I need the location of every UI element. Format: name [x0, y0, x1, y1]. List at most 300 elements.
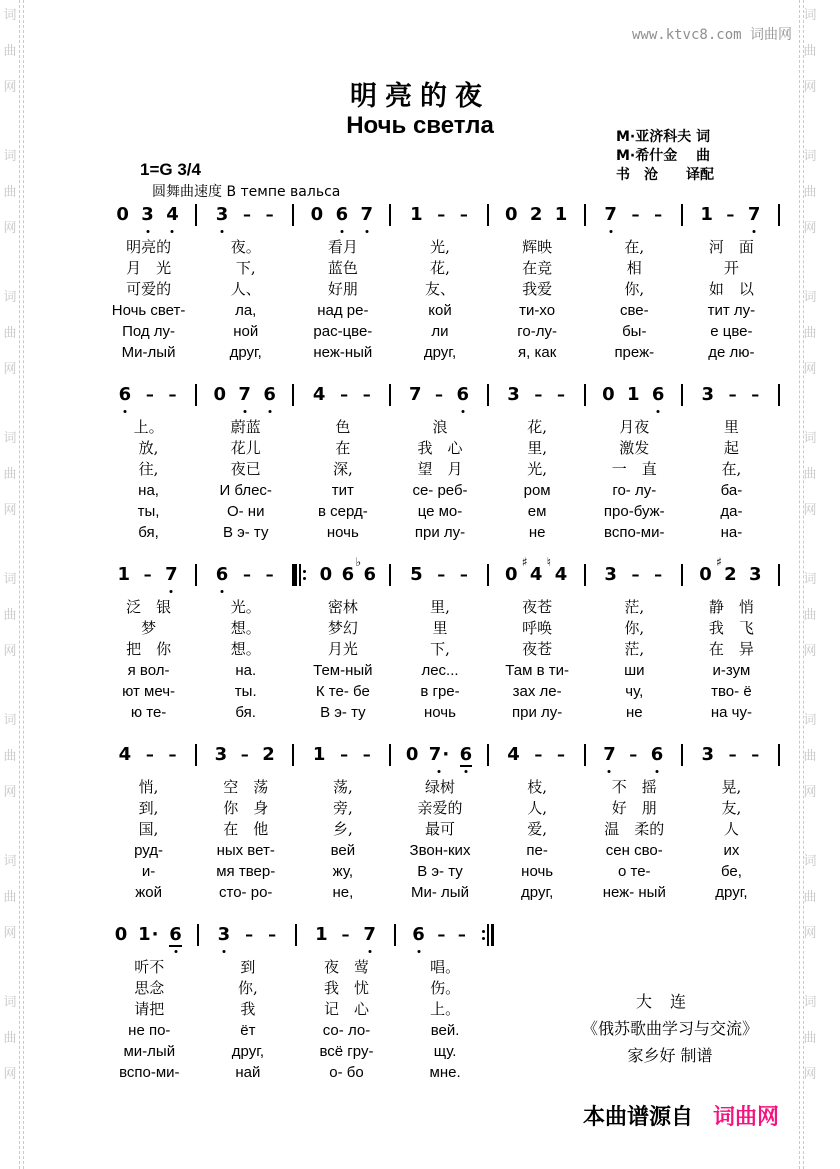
lyric-chinese-verse-3: 爱, [527, 820, 548, 838]
lyric-chinese-verse-2: 你, [624, 619, 645, 637]
note [700, 205, 713, 225]
lyric-chinese-verse-2: 起 [723, 439, 739, 457]
notes-row [489, 202, 586, 228]
note [214, 385, 227, 405]
notes-row [197, 562, 294, 588]
lyric-chinese-verse-3: 一 直 [611, 460, 657, 478]
lyric-chinese-verse-1: 花, [527, 418, 548, 436]
lyric-chinese-verse-3: 人 [723, 820, 739, 838]
lyric-chinese-verse-1: 到 [240, 958, 256, 976]
decoration [487, 924, 489, 946]
lyric-russian-verse-3: жой [135, 884, 162, 901]
note-number: 7 [408, 384, 422, 405]
note-group [683, 205, 778, 225]
note [749, 565, 762, 585]
watermark-char: 网 [803, 785, 817, 800]
notes-row [489, 382, 586, 408]
lyric-chinese-verse-3: 夜已 [230, 460, 261, 478]
measure [489, 382, 586, 543]
low-octave-dot [174, 950, 177, 953]
duration-dash: – [728, 385, 737, 404]
note-group [199, 925, 296, 945]
notes-row [683, 382, 780, 408]
measure [683, 555, 780, 723]
watermark-char: 曲 [803, 326, 817, 341]
lyric-russian-verse-3: В э- ту [320, 704, 366, 721]
notes-row [586, 742, 683, 768]
measure [396, 922, 495, 1083]
watermark-char: 曲 [3, 890, 17, 905]
lyric-chinese-verse-1: 晃, [721, 778, 742, 796]
lyric-chinese-verse-3: 最可 [424, 820, 455, 838]
lyric-russian-verse-1: тит [331, 482, 354, 499]
lyric-chinese-verse-2: 花, [430, 259, 450, 277]
duration-dash: – [340, 385, 349, 404]
duration-dash: – [340, 745, 349, 764]
note-number: 3 [701, 744, 715, 765]
lyric-chinese-verse-1: 绿树 [424, 778, 455, 796]
note-group [391, 205, 486, 225]
lyric-russian-verse-2: О- ни [226, 503, 265, 520]
watermark-column-left [2, 4, 18, 1169]
watermark-char: 词 [803, 572, 817, 587]
note [507, 745, 520, 765]
low-octave-dot [437, 770, 440, 773]
duration-dash: – [145, 385, 154, 404]
lyric-russian-verse-3: на чу- [710, 704, 752, 721]
low-octave-dot [222, 950, 225, 953]
low-octave-dot [609, 230, 612, 233]
watermark-char: 词 [803, 431, 817, 446]
score-system-4 [100, 742, 780, 903]
duration-dash: – [751, 385, 760, 404]
duration-dash: – [457, 925, 466, 944]
note-number: 2 [724, 564, 737, 585]
note-group [197, 205, 292, 225]
watermark-char: 曲 [803, 1031, 817, 1046]
lyric-russian-verse-2: ночь [521, 863, 554, 880]
lyric-chinese-verse-3: 想。 [230, 640, 261, 658]
lyric-chinese-verse-3: 温 柔的 [604, 820, 665, 838]
duration-dash: – [145, 745, 154, 764]
note-number: 7 [428, 744, 442, 765]
measure [391, 562, 488, 723]
watermark-char: 曲 [3, 185, 17, 200]
low-octave-dot [417, 950, 420, 953]
lyricist-credit: М·亚济科夫 词 [616, 129, 711, 145]
lyric-chinese-verse-3: 在, [721, 460, 742, 478]
measure [683, 202, 780, 363]
note [115, 925, 128, 945]
note-group [100, 385, 195, 405]
lyric-chinese-verse-3: 夜苍 [522, 640, 553, 658]
notes-row [396, 922, 495, 948]
note [602, 385, 615, 405]
lyric-russian-verse-3: на- [720, 524, 743, 541]
note [311, 205, 324, 225]
song-title-russian: Ночь светла [346, 112, 494, 139]
note-number: 1 [312, 744, 326, 765]
source-brand-link[interactable]: 词曲网 [713, 1105, 780, 1130]
note-number: 6 [456, 384, 470, 405]
duration-dash: – [459, 205, 468, 224]
note-number: 6 [215, 564, 229, 585]
watermark-group [802, 709, 818, 800]
notes-row [297, 922, 396, 948]
measure [294, 202, 391, 363]
low-octave-dot [268, 410, 271, 413]
lyric-russian-verse-1: руд- [134, 842, 164, 859]
watermark-column-right [802, 4, 818, 1169]
tempo-marking: 圆舞曲速度 В темпе вальса [152, 184, 341, 200]
lyric-chinese-verse-1: 夜 莺 [323, 958, 369, 976]
low-octave-dot [368, 950, 371, 953]
accidental-sharp: ♯ [716, 555, 722, 569]
notes-row [197, 382, 294, 408]
note-group [683, 385, 778, 405]
lyric-russian-verse-2: тво- ё [711, 683, 752, 700]
credits-block [616, 128, 714, 185]
lyric-russian-verse-2: ми-лый [123, 1043, 176, 1060]
lyric-russian-verse-2: В э- ту [417, 863, 463, 880]
lyric-russian-verse-2: ты. [234, 683, 257, 700]
note-number: 6 [412, 924, 425, 945]
lyric-chinese-verse-1: 上。 [133, 418, 164, 436]
note [699, 565, 712, 585]
footer-location: 大连 [635, 992, 704, 1011]
watermark-char: 词 [3, 854, 17, 869]
score-system-2 [100, 382, 780, 543]
note-group [297, 925, 394, 945]
note-group [294, 385, 389, 405]
lyric-chinese-verse-3: 可爱的 [126, 280, 172, 298]
note-number: 3 [701, 384, 715, 405]
lyric-chinese-verse-1: 河 面 [708, 238, 754, 256]
score [100, 202, 780, 1102]
watermark-group [802, 286, 818, 377]
lyric-chinese-verse-1: 夜。 [230, 238, 261, 256]
note-group [683, 555, 778, 585]
note-number: 0 [504, 564, 518, 585]
duration-dash: – [654, 205, 663, 224]
lyric-russian-verse-3: най [235, 1064, 261, 1081]
lyric-chinese-verse-2: 思念 [134, 979, 165, 997]
note-group [391, 385, 486, 405]
accidental-flat: ♭ [355, 555, 362, 569]
duration-dash: – [265, 565, 274, 584]
note [701, 745, 714, 765]
lyric-russian-verse-3: неж-ный [313, 344, 373, 361]
notes-row [683, 555, 780, 588]
notes-row [100, 382, 197, 408]
note-group [100, 565, 195, 585]
notes-row [489, 742, 586, 768]
notes-row [197, 742, 294, 768]
duration-dash: – [437, 565, 446, 584]
accidental-natural: ♮ [546, 555, 552, 569]
lyric-russian-verse-1: вей [330, 842, 356, 859]
note-group [391, 745, 486, 765]
augmentation-dot: · [151, 924, 159, 945]
notes-row [100, 742, 197, 768]
notes-row [391, 202, 488, 228]
notes-row [586, 382, 683, 408]
note-group [197, 385, 292, 405]
measure [197, 382, 294, 543]
lyric-russian-verse-1: ба- [720, 482, 743, 499]
lyric-russian-verse-3: Ми- лый [411, 884, 469, 901]
watermark-char: 词 [3, 8, 17, 23]
note [263, 385, 276, 405]
lyric-chinese-verse-2: 亲爱的 [417, 799, 463, 817]
lyric-chinese-verse-2: 放, [138, 439, 159, 457]
lyric-chinese-verse-3: 好朋 [327, 280, 358, 298]
watermark-char: 曲 [803, 185, 817, 200]
lyric-chinese-verse-3: 你, [624, 280, 645, 298]
measure [197, 742, 294, 903]
decoration [491, 924, 494, 946]
lyric-chinese-verse-1: 听不 [134, 958, 165, 976]
note-group [586, 385, 681, 405]
lyric-russian-verse-1: се- реб- [412, 482, 468, 499]
duration-dash: – [534, 385, 543, 404]
lyric-russian-verse-3: преж- [614, 344, 655, 361]
watermark-char: 曲 [3, 44, 17, 59]
duration-dash: – [631, 205, 640, 224]
lyric-russian-verse-2: друг, [231, 1043, 264, 1060]
lyric-chinese-verse-1: 茫, [624, 598, 645, 616]
barline [778, 384, 780, 406]
low-octave-dot [608, 770, 611, 773]
watermark-char: 词 [803, 713, 817, 728]
lyric-russian-verse-3: о- бо [329, 1064, 364, 1081]
measure [294, 555, 391, 723]
note-number: 7 [165, 564, 178, 585]
watermark-char: 词 [803, 290, 817, 305]
measure [297, 922, 396, 1083]
measure [683, 382, 780, 543]
low-octave-dot [753, 230, 756, 233]
note [169, 925, 182, 945]
lyric-chinese-verse-3: 深, [332, 460, 353, 478]
lyric-chinese-verse-3: 茫, [624, 640, 645, 658]
lyric-russian-verse-1: ла, [235, 302, 257, 319]
note [555, 205, 568, 225]
note-group [489, 385, 584, 405]
note [410, 205, 423, 225]
measure [391, 382, 488, 543]
note-number: 7 [238, 384, 251, 405]
lyric-russian-verse-3: друг, [229, 344, 262, 361]
lyric-chinese-verse-3: 国, [138, 820, 159, 838]
watermark-char: 曲 [3, 467, 17, 482]
duration-dash: – [459, 565, 468, 584]
duration-dash: – [341, 925, 350, 944]
measure [294, 742, 391, 903]
note [119, 385, 132, 405]
score-system-3 [100, 555, 780, 723]
note-group [197, 565, 292, 585]
lyric-russian-verse-3: при лу- [414, 524, 466, 541]
notes-row [100, 202, 197, 228]
watermark-char: 网 [3, 644, 17, 659]
lyric-chinese-verse-3: 在 他 [223, 820, 269, 838]
note-number: 0 [213, 384, 227, 405]
lyric-russian-verse-1: над ре- [317, 302, 369, 319]
lyric-chinese-verse-3: 光, [527, 460, 548, 478]
note [216, 565, 229, 585]
measure [100, 202, 197, 363]
note [315, 925, 328, 945]
note [530, 205, 543, 225]
lyric-chinese-verse-3: 我爱 [522, 280, 553, 298]
duration-dash: – [726, 205, 735, 224]
measure [391, 202, 488, 363]
note-group [100, 745, 195, 765]
lyric-chinese-verse-1: 明亮的 [126, 238, 172, 256]
watermark-char: 曲 [3, 608, 17, 623]
note-number: 7 [604, 204, 617, 225]
note-number: 0 [699, 564, 712, 585]
lyric-russian-verse-2: зах ле- [512, 683, 562, 700]
duration-dash: – [557, 745, 566, 764]
note [457, 385, 470, 405]
watermark-group [2, 145, 18, 236]
lyric-chinese-verse-3: 乡, [332, 820, 353, 838]
note [412, 925, 425, 945]
lyric-russian-verse-3: не [528, 524, 546, 541]
measure [391, 742, 488, 903]
watermark-char: 曲 [803, 467, 817, 482]
lyric-chinese-verse-3: 请把 [134, 1000, 165, 1018]
note-number: 4 [554, 564, 568, 585]
note [701, 385, 714, 405]
measure [100, 382, 197, 543]
notes-row [683, 742, 780, 768]
lyric-chinese-verse-1: 荡, [332, 778, 353, 796]
note-group [489, 205, 584, 225]
lyric-russian-verse-1: их [723, 842, 740, 859]
note-number: 1 [410, 204, 423, 225]
duration-dash: – [534, 745, 543, 764]
watermark-char: 网 [3, 221, 17, 236]
note-number: 1 [700, 204, 713, 225]
note-number: 6 [169, 924, 182, 945]
watermark-char: 网 [803, 221, 817, 236]
note [118, 565, 131, 585]
lyric-russian-verse-3: ночь [326, 524, 359, 541]
lyric-russian-verse-1: све- [619, 302, 649, 319]
note [116, 205, 129, 225]
lyric-russian-verse-1: кой [428, 302, 452, 319]
watermark-char: 网 [3, 926, 17, 941]
lyric-chinese-verse-1: 空 荡 [223, 778, 269, 796]
watermark-group [2, 568, 18, 659]
low-octave-dot [340, 230, 343, 233]
watermark-char: 网 [803, 80, 817, 95]
lyric-chinese-verse-2: 呼唤 [522, 619, 553, 637]
site-url-watermark[interactable]: www.ktvc8.com 词曲网 [631, 27, 792, 43]
duration-dash: – [143, 565, 152, 584]
lyric-russian-verse-3: неж- ный [602, 884, 666, 901]
low-octave-dot [365, 230, 368, 233]
note-group [489, 745, 584, 765]
lyric-chinese-verse-1: 光, [430, 238, 450, 256]
lyric-chinese-verse-3: 我 [240, 1000, 256, 1018]
lyric-russian-verse-1: сен сво- [605, 842, 663, 859]
note [507, 385, 520, 405]
note-number: 6 [650, 744, 664, 765]
note-number: 6 [651, 384, 665, 405]
lyric-chinese-verse-2: 到, [138, 799, 159, 817]
lyric-chinese-verse-1: 里 [723, 418, 739, 436]
lyric-russian-verse-1: ром [523, 482, 551, 499]
notes-row [294, 742, 391, 768]
decoration [482, 937, 485, 940]
note-number: 0 [602, 384, 615, 405]
note-number: 3 [604, 564, 617, 585]
lyric-chinese-verse-2: 你 身 [223, 799, 269, 817]
note-number: 3 [507, 384, 520, 405]
note [603, 745, 616, 765]
lyric-chinese-verse-1: 光。 [230, 598, 261, 616]
lyric-russian-verse-3: друг, [715, 884, 748, 901]
note-number: 7 [363, 924, 376, 945]
lyric-chinese-verse-3: 如 以 [708, 280, 754, 298]
barline [778, 564, 780, 586]
watermark-char: 网 [3, 503, 17, 518]
note-number: 6 [335, 204, 349, 225]
key-signature: 1=G 3/4 [140, 160, 201, 179]
lyric-russian-verse-2: бе, [720, 863, 742, 880]
duration-dash: – [240, 745, 249, 764]
note [141, 205, 154, 225]
watermark-char: 曲 [3, 326, 17, 341]
repeat-dots [482, 930, 485, 940]
note-number: 0 [116, 204, 129, 225]
low-octave-dot [221, 590, 224, 593]
notes-row [586, 202, 683, 228]
duration-dash: – [557, 385, 566, 404]
measure [294, 382, 391, 543]
note-group [396, 925, 483, 945]
measure [199, 922, 298, 1083]
duration-dash: – [654, 565, 663, 584]
note [336, 205, 349, 225]
footer-block [555, 988, 785, 1069]
measure [100, 922, 199, 1083]
note [355, 555, 376, 585]
note [215, 745, 228, 765]
note-number: 3 [141, 204, 154, 225]
duration-dash: – [434, 385, 443, 404]
lyric-russian-verse-1: вей. [430, 1022, 460, 1039]
lyric-chinese-verse-1: 里, [430, 598, 450, 616]
note-group [586, 745, 681, 765]
lyric-chinese-verse-3: 上。 [430, 1000, 461, 1018]
duration-dash: – [265, 205, 274, 224]
lyric-russian-verse-1: на. [235, 662, 257, 679]
notes-row [199, 922, 298, 948]
note [342, 565, 355, 585]
lyric-russian-verse-2: бы- [622, 323, 647, 340]
note-number: 6 [459, 744, 473, 765]
lyric-russian-verse-2: ем [527, 503, 547, 520]
watermark-char: 网 [3, 1067, 17, 1082]
note [119, 745, 132, 765]
watermark-char: 词 [3, 713, 17, 728]
lyric-russian-verse-2: в гре- [420, 683, 460, 700]
